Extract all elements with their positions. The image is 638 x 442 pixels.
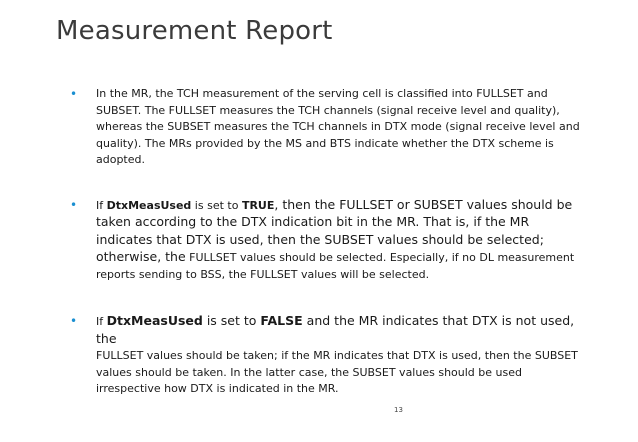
page-title: Measurement Report	[56, 16, 333, 46]
bullet-item-dtx-false	[70, 313, 580, 398]
bullet-text-large: , then the FULLSET or SUBSET values should be taken according to the DTX indication bit in the MR. That is, if the MR indicates that DTX is used, then the SUBSET values should be selected; otherwise, the	[96, 196, 573, 264]
bullet-dot-icon: •	[70, 197, 78, 212]
bullet-item-dtx-true	[70, 197, 580, 284]
bullet-mid: is set to	[202, 313, 261, 328]
bullet-dot-icon: •	[70, 314, 78, 328]
bullet-text: In the MR, the TCH measurement of the serving cell is classified into FULLSET and SUBSET. The FULLSET measures the TCH channels (signal receive level and quality), whereas the SUBSET measures the TCH channels in DTX mode (signal receive level and quality). The MRs provided by the MS and BTS indicate whether the DTX scheme is adopted.	[96, 87, 580, 166]
page-number: 13	[394, 406, 403, 414]
bullet-text-large: and the MR indicates that DTX is not used, the	[96, 313, 575, 346]
bullet-prefix: If	[96, 315, 107, 328]
bullet-dot-icon: •	[70, 87, 78, 101]
bullet-item-fullset-subset	[70, 86, 580, 169]
bullet-list	[70, 86, 580, 398]
bullet-prefix: If	[96, 198, 107, 212]
parameter-name: DtxMeasUsed	[106, 198, 192, 212]
parameter-value: TRUE	[241, 198, 275, 212]
bullet-text-small: FULLSET values should be selected. Especially, if no DL measurement reports sending to BSS, the FULLSET values will be selected.	[96, 251, 575, 281]
bullet-mid: is set to	[191, 198, 242, 212]
bullet-text-small: FULLSET values should be taken; if the MR indicates that DTX is used, then the SUBSET values should be taken. In the latter case, the SUBSET values should be used irrespective how DTX is indicated in the MR.	[96, 349, 578, 395]
parameter-name: DtxMeasUsed	[106, 313, 203, 328]
parameter-value: FALSE	[260, 313, 303, 328]
